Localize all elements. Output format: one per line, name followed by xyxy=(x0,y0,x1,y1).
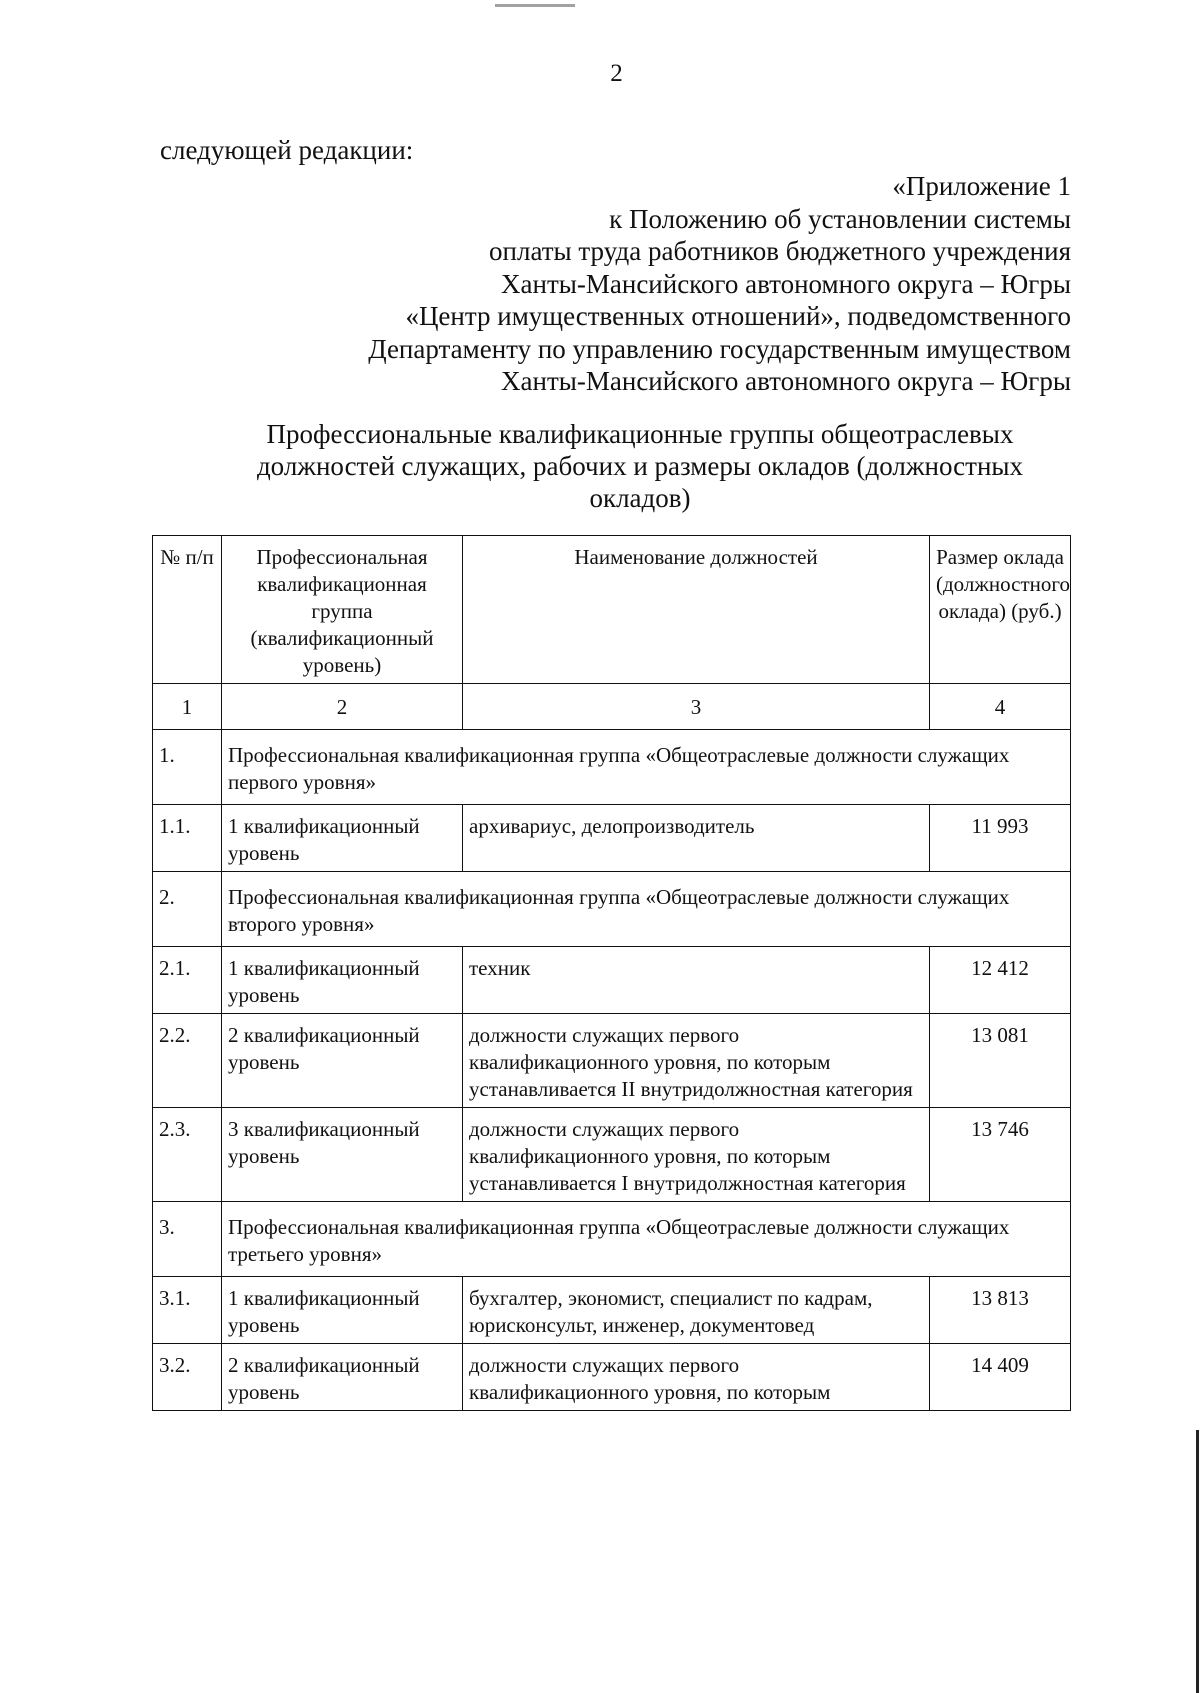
qualification-level: 1 квалификационный уровень xyxy=(222,805,463,872)
table-row xyxy=(153,1277,1071,1344)
row-number: 2. xyxy=(153,872,222,947)
header-row xyxy=(153,536,1071,684)
positions: должности служащих первого квалификационного уровня, по которым устанавливается II внутридолжностная категория xyxy=(463,1014,930,1108)
qualification-level: 2 квалификационный уровень xyxy=(222,1344,463,1411)
column-number: 3 xyxy=(463,684,930,730)
row-number: 2.3. xyxy=(153,1108,222,1202)
appendix-line: Ханты-Мансийского автономного округа – Югры xyxy=(501,268,1071,299)
row-number: 2.2. xyxy=(153,1014,222,1108)
qualification-level: 2 квалификационный уровень xyxy=(222,1014,463,1108)
appendix-line: «Центр имущественных отношений», подведомственного xyxy=(405,301,1071,331)
qualification-level: 3 квалификационный уровень xyxy=(222,1108,463,1202)
salary: 13 746 xyxy=(930,1108,1071,1202)
positions: техник xyxy=(463,947,930,1014)
group-title: Профессиональная квалификационная группа «Общеотраслевые должности служащих первого уровня» xyxy=(222,730,1071,805)
appendix-heading xyxy=(368,170,1071,398)
row-number: 3.1. xyxy=(153,1277,222,1344)
page-number: 2 xyxy=(610,60,623,87)
table-row xyxy=(153,947,1071,1014)
table-row xyxy=(153,1344,1071,1411)
group-row xyxy=(153,872,1071,947)
salary: 14 409 xyxy=(930,1344,1071,1411)
salary: 11 993 xyxy=(930,805,1071,872)
qualification-level: 1 квалификационный уровень xyxy=(222,1277,463,1344)
appendix-line: оплаты труда работников бюджетного учреждения xyxy=(489,236,1071,266)
column-number: 4 xyxy=(930,684,1071,730)
row-number: 3.2. xyxy=(153,1344,222,1411)
header-positions: Наименование должностей xyxy=(463,536,930,684)
header-num: № п/п xyxy=(153,536,222,684)
document-title: Профессиональные квалификационные группы общеотраслевых должностей служащих, рабочих и размеры окладов (должностных окладов) xyxy=(256,419,1024,513)
group-row xyxy=(153,1202,1071,1277)
salary-table xyxy=(152,535,1071,1411)
row-number: 3. xyxy=(153,1202,222,1277)
salary: 13 813 xyxy=(930,1277,1071,1344)
column-number: 2 xyxy=(222,684,463,730)
appendix-line: Ханты-Мансийского автономного округа – Югры xyxy=(501,366,1071,396)
positions: должности служащих первого квалификационного уровня, по которым xyxy=(463,1344,930,1411)
intro-text: следующей редакции: xyxy=(160,135,414,165)
appendix-line: к Положению об установлении системы xyxy=(609,203,1071,234)
group-row xyxy=(153,730,1071,805)
row-number: 2.1. xyxy=(153,947,222,1014)
header-group: Профессиональная квалификационная группа (квалификационный уровень) xyxy=(222,536,463,684)
positions: архивариус, делопроизводитель xyxy=(463,805,930,872)
table-row xyxy=(153,805,1071,872)
group-title: Профессиональная квалификационная группа «Общеотраслевые должности служащих второго уровня» xyxy=(222,872,1071,947)
salary: 12 412 xyxy=(930,947,1071,1014)
scan-smudge xyxy=(495,4,575,7)
table-row xyxy=(153,1014,1071,1108)
appendix-line: Департаменту по управлению государственным имуществом xyxy=(368,333,1071,364)
qualification-level: 1 квалификационный уровень xyxy=(222,947,463,1014)
column-number: 1 xyxy=(153,684,222,730)
table-row xyxy=(153,1108,1071,1202)
positions: бухгалтер, экономист, специалист по кадрам, юрисконсульт, инженер, документовед xyxy=(463,1277,930,1344)
row-number: 1. xyxy=(153,730,222,805)
column-number-row xyxy=(153,684,1071,730)
row-number: 1.1. xyxy=(153,805,222,872)
salary: 13 081 xyxy=(930,1014,1071,1108)
positions: должности служащих первого квалификационного уровня, по которым устанавливается I внутридолжностная категория xyxy=(463,1108,930,1202)
header-salary: Размер оклада (должностного оклада) (руб.) xyxy=(930,536,1071,684)
group-title: Профессиональная квалификационная группа «Общеотраслевые должности служащих третьего уровня» xyxy=(222,1202,1071,1277)
appendix-line: «Приложение 1 xyxy=(892,171,1071,201)
scan-edge-line xyxy=(1196,1430,1199,1693)
